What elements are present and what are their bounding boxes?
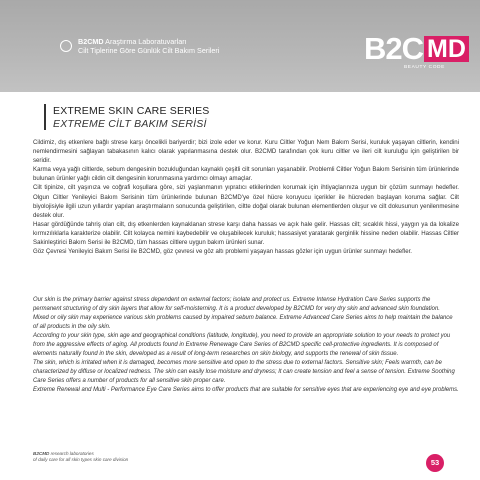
tr-paragraph: Hasar gördüğünde tahriş olan cilt, dış etkenlerden kaynaklanan strese karşı daha hassas ve açık hale gelir. Hassas cilt; sıcaklık hissi, yaygın ya da lokalize kırmızılıklarla karakterize olabilir. Cilt kolayca nemini kaybedebilir ve oluşabilecek kuruluk; hassasiyet yaratarak gerginlik hissine neden olabilir. Hassas Ciltler Sakinleştirici Bakım Serisi ile B2CMD, tüm hassas ciltlere uygun bakım ürünleri sunar. [33,220,459,247]
logo-md-badge: MD [424,36,469,62]
en-paragraph: Our skin is the primary barrier against stress dependent on external factors; isolate and protect us. Extreme Intense Hydration Care Series supports the permanent structuring of dry skin layers that allow for self-moisterning. It is a product developed by B2CMD for very dry skin and advanced skin foundation. [33,297,440,313]
en-paragraph: According to your skin type, skin age and geographical conditions (latitude, longitude), you need to provide an appropriate solution to your needs to protect you from the aggressive effects of aging. All products found in Extreme Renewage Care Series of B2CMD specific cell-protective ingredients. It is composed of elements naturally found in the skin, developed as a result of long-term researches on skin biology, and supports the renewal of skin tissue. [33,333,451,358]
header-text [78,37,219,55]
en-paragraph: Mixed or oily skin may experience various skin problems caused by impaired sebum balance. Extreme Advanced Care Series aims to help maintain the balance of all products in the oily skin. [33,315,453,331]
footer-line-1-rest: research laboratories [49,451,94,456]
brand-circle-icon [60,40,72,52]
title-accent-bar [44,104,46,130]
tr-paragraph: Cildimiz, dış etkenlere bağlı strese karşı öncelikli bariyerdir; bizi izole eder ve korur. Kuru Ciltler Yoğun Nem Bakım Serisi, kuruluk yaşayan ciltlerin, kendini nemlendirmesini sağlayan tabakasının kalıcı olarak yapılanmasına destek olur. B2CMD tarafından çok kuru ciltler ve ileri cilt kuruluğu için geliştirilen bir seridir. [33,139,459,165]
header-line-2: Cilt Tiplerine Göre Günlük Cilt Bakım Serileri [78,46,220,55]
en-paragraph: The skin, which is irritated when it is damaged, becomes more sensitive and open to the stress due to external factors. Sensitive skin; Feels warmth, can be characterized by diffuse or localized redness. The skin can easily lose moisture and dryness; It can create tension and feel a sense of tension. Extreme Soothing Care Series offers a number of products for all sensitive skin proper care. [33,360,455,385]
b2cmd-logo [364,31,469,66]
header-line-1 [78,37,219,46]
section-title-tr: EXTREME CİLT BAKIM SERİSİ [53,118,207,130]
turkish-body-text [33,138,459,256]
english-body-text [33,296,459,396]
footer-brand: B2CMD [33,451,50,456]
tr-paragraph: Cilt tipinize, cilt yaşınıza ve coğrafi koşullara göre, sizi yaşlanmanın yıpratıcı etkilerinden korumak için ihtiyaçlarınıza uygun bir çözüm sunmayı hedefler. Olgun Ciltler Yenileyici Bakım Serisinin tüm ürünlerinde bulunan B2CMD'ye özel hücre koruyucu içerikler ile hücreden başlayan koruma sağlar. Cilt biyolojisiyle ilgili uzun yıllardır yapılan araştırmaların sonucunda geliştirilen, ciltte doğal olarak bulunan elementlerden oluşur ve cilt dokusunun yenilenmesine destek olur. [33,184,459,219]
tr-paragraph: Göz Çevresi Yenileyici Bakım Serisi ile B2CMD, göz çevresi ve göz altı problemi yaşayan hassas gözler için uygun ürünler sunmayı hedefler. [33,248,413,256]
en-paragraph: Extreme Renewal and Multi - Performance Eye Care Series aims to offer products that are suitable for sensitive eyes that are experiencing eye and eye problems. [33,387,459,394]
section-title-en: EXTREME SKIN CARE SERIES [53,105,210,117]
page-footer [33,451,128,463]
header-line-1-rest: Araştırma Laboratuvarları [103,37,187,46]
page-header [0,0,480,92]
header-brand: B2CMD [78,37,104,46]
logo-tagline: BEAUTY CODE [404,65,445,70]
tr-paragraph: Karma veya yağlı ciltlerde, sebum dengesinin bozukluğundan kaynaklı çeşitli cilt sorunları yaşanabilir. Problemli Ciltler Yoğun Bakım Serisinin tüm ürünlerinde bulunan ürünler yağlı cildin cilt dengesinin korunmasına yardımcı olmayı amaçlar. [33,166,459,183]
page-number-badge: 53 [426,454,444,472]
footer-line-2: of daily care for all skin types skin care division [33,457,129,462]
logo-b2c-text: B2C [364,31,424,66]
